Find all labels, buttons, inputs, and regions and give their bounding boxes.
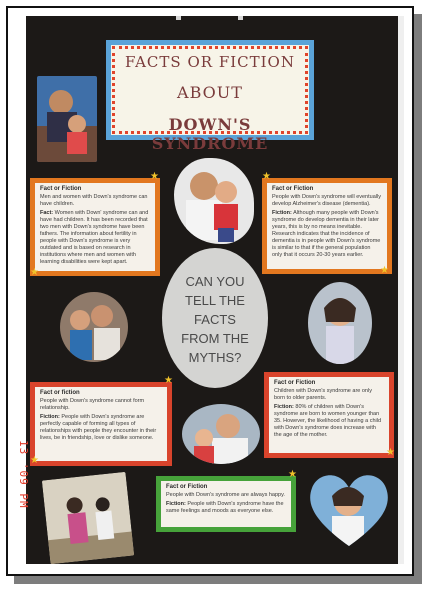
answer-label: Fiction: xyxy=(166,501,186,507)
card-heading: Fact or Fiction xyxy=(274,380,316,386)
answer-label: Fiction: xyxy=(274,404,294,410)
card-heading: Fact or fiction xyxy=(40,390,80,396)
star-icon: ★ xyxy=(386,447,395,458)
title-line-2: ABOUT xyxy=(177,83,243,102)
poster-title-banner xyxy=(106,40,314,153)
star-icon: ★ xyxy=(288,469,297,480)
center-line: FACTS xyxy=(194,312,236,327)
answer-label: Fiction: xyxy=(40,414,60,420)
card-heading: Fact or Fiction xyxy=(272,186,314,192)
center-line: MYTHS? xyxy=(188,350,242,365)
answer-label: Fact: xyxy=(40,210,54,216)
answer-text: 80% of children with Down's syndrome are born to women younger than 35. However, the likelihood of having a child with Down's syndrome does increase with the age of the mother. xyxy=(274,404,382,438)
star-icon: ★ xyxy=(30,455,39,466)
star-icon: ★ xyxy=(262,171,271,182)
center-question-circle xyxy=(162,248,268,388)
pushpin xyxy=(238,16,243,20)
photo-girl-portrait xyxy=(308,282,372,364)
fact-card-always-happy xyxy=(156,476,296,532)
card-answer xyxy=(40,414,162,442)
title-line-1: FACTS OR FICTION xyxy=(125,53,295,71)
center-line: FROM THE xyxy=(181,331,249,346)
card-heading: Fact or Fiction xyxy=(40,186,82,192)
answer-text: People with Down's syndrome have the same feelings and moods as everyone else. xyxy=(166,501,284,514)
card-question: People with Down's syndrome are always happy. xyxy=(166,492,285,498)
card-heading: Fact or Fiction xyxy=(166,484,208,490)
card-answer xyxy=(272,210,382,259)
star-icon: ★ xyxy=(150,171,159,182)
card-question: People with Down's syndrome cannot form relationship. xyxy=(40,398,145,411)
pushpin xyxy=(176,16,181,20)
camera-date-stamp: 13 '09 PM xyxy=(17,440,30,509)
card-answer xyxy=(274,404,384,439)
fact-card-dementia xyxy=(262,178,392,274)
photo-kids-playing xyxy=(42,472,134,564)
photo-heart-child xyxy=(304,466,394,550)
star-icon: ★ xyxy=(164,375,173,386)
star-icon: ★ xyxy=(30,267,39,278)
card-question: Men and women with Down's syndrome can have children. xyxy=(40,194,148,207)
answer-text: Women with Down' syndrome can and have had children. It has been recorded that two men with Down's syndrome have been fathers. The information about fertility in people with Down's syndrome is very outdated and is based on research in institutions where men and women with learning disabilities were kept apart. xyxy=(40,210,149,265)
answer-text: People with Down's syndrome are perfectly capable of forming all types of relationships with people they encounter in their lives, be in friendship, love or dislike someone. xyxy=(40,414,157,441)
card-question: Children with Down's syndrome are only born to older parents. xyxy=(274,388,372,401)
card-answer xyxy=(166,501,286,515)
center-line: TELL THE xyxy=(185,293,245,308)
photo-children-group xyxy=(60,292,128,362)
center-line: CAN YOU xyxy=(185,274,245,289)
star-icon: ★ xyxy=(380,265,389,276)
fact-card-relationships xyxy=(30,382,172,466)
card-answer xyxy=(40,210,150,266)
answer-text: Although many people with Down's syndrome do develop dementia in their later years, this is by no means inevitable. Research indicates that the incidence of dementia is in people with Down's syndrome is similar to that if the general population only that it occurs 20-30 years earlier. xyxy=(272,210,381,258)
fact-card-children xyxy=(30,178,160,276)
title-line-3: DOWN'S SYNDROME xyxy=(151,115,269,153)
photo-doctor-and-child xyxy=(182,404,260,464)
answer-label: Fiction: xyxy=(272,210,292,216)
card-question: People with Down's syndrome will eventually develop Alzheimer's disease (dementia). xyxy=(272,194,381,207)
photo-mother-and-child xyxy=(37,76,97,162)
fact-card-older-parents xyxy=(264,372,394,458)
